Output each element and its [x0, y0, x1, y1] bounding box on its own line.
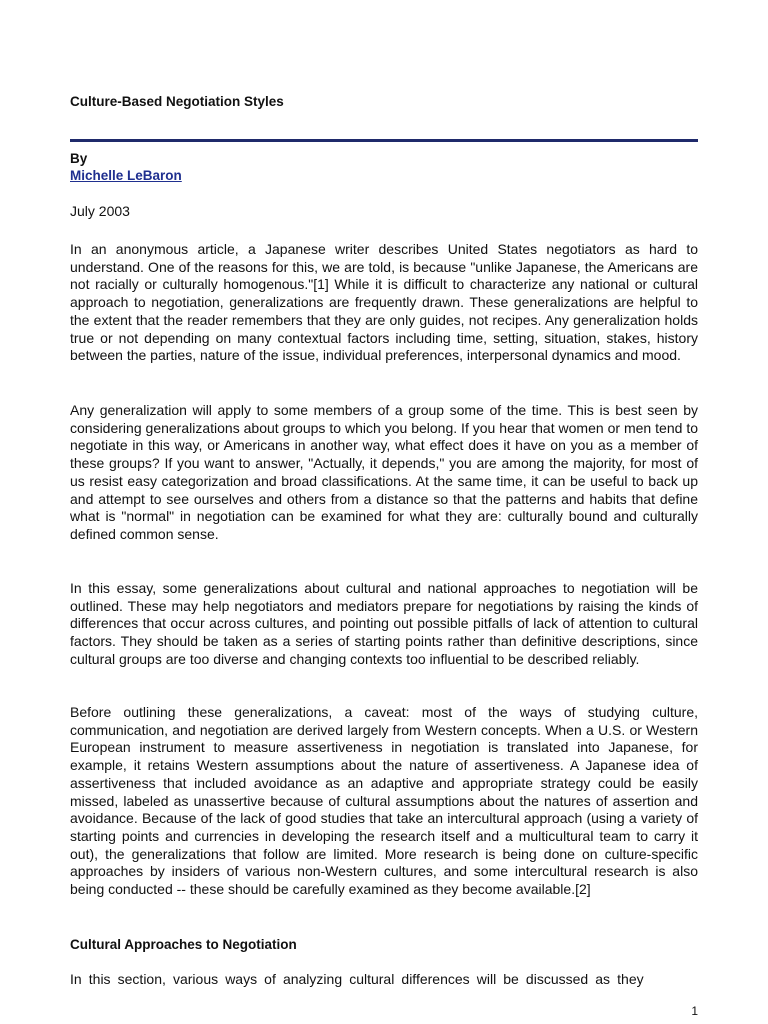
byline: [70, 150, 182, 184]
paragraph-4: Before outlining these generalizations, a caveat: most of the ways of studying culture, communication, and negotiation are derived largely from Western concepts. When a U.S. or Western European instrument to measure assertiveness in negotiation is translated into Japanese, for example, it retains Western assumptions about the nature of assertiveness. A Japanese idea of assertiveness that included avoidance as an adaptive and appropriate strategy could be easily missed, labeled as unassertive because of cultural assumptions about the natures of assertion and avoidance. Because of the lack of good studies that take an intercultural approach (using a variety of starting points and currencies in developing the research itself and a multicultural team to carry it out), the generalizations that follow are limited. More research is being done on culture-specific approaches by insiders of various non-Western cultures, and some intercultural research is also being conducted -- these should be carefully examined as they become available.[2]: [70, 704, 698, 898]
publication-date: July 2003: [70, 203, 130, 219]
paragraph-1: In an anonymous article, a Japanese writer describes United States negotiators as hard to understand. One of the reasons for this, we are told, is because "unlike Japanese, the Americans are not racially or culturally homogenous."[1] While it is difficult to characterize any national or cultural approach to negotiation, generalizations are frequently drawn. These generalizations are helpful to the extent that the reader remembers that they are only guides, not recipes. Any generalization holds true or not depending on many contextual factors including time, setting, situation, stakes, history between the parties, nature of the issue, individual preferences, interpersonal dynamics and mood.: [70, 241, 698, 364]
by-label: By: [70, 151, 88, 166]
section-heading: Cultural Approaches to Negotiation: [70, 937, 297, 952]
document-title: Culture-Based Negotiation Styles: [70, 94, 284, 109]
section-paragraph: In this section, various ways of analyzing cultural differences will be discussed as they: [70, 971, 644, 987]
author-link[interactable]: Michelle LeBaron: [70, 168, 182, 183]
page-number: 1: [691, 1004, 698, 1018]
paragraph-3: In this essay, some generalizations about cultural and national approaches to negotiation will be outlined. These may help negotiators and mediators prepare for negotiations by raising the kinds of differences that occur across cultures, and pointing out possible pitfalls of lack of attention to cultural factors. They should be taken as a series of starting points rather than definitive descriptions, since cultural groups are too diverse and changing contexts too influential to be described reliably.: [70, 580, 698, 667]
title-divider: [70, 139, 698, 142]
paragraph-2: Any generalization will apply to some members of a group some of the time. This is best seen by considering generalizations about groups to which you belong. If you hear that women or men tend to negotiate in this way, or Americans in another way, what effect does it have on you as a member of these groups? If you want to answer, "Actually, it depends," you are among the majority, for most of us resist easy categorization and broad classifications. At the same time, it can be useful to back up and attempt to see ourselves and others from a distance so that the patterns and habits that define what is "normal" in negotiation can be examined for what they are: culturally bound and culturally defined common sense.: [70, 402, 698, 542]
